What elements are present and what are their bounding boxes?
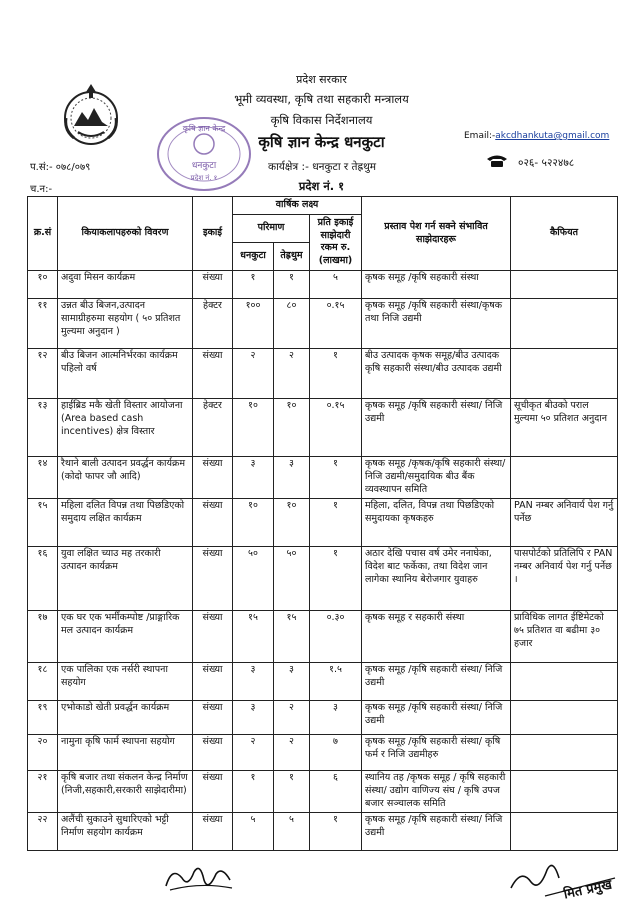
header-directorate: कृषि विकास निर्देशनालय (270, 113, 373, 127)
office-title: कृषि ज्ञान केन्द्र धनकुटा (258, 133, 385, 151)
cell-dhankuta: ३ (233, 457, 274, 499)
cell-dhankuta: १० (233, 399, 274, 457)
fiscal-year-ref: प.सं:- ०७८/०७९ (30, 162, 91, 173)
cell-dhankuta: ५० (233, 547, 274, 611)
cell-dhankuta: १ (233, 771, 274, 813)
cell-remarks: प्राविधिक लागत ईष्टिमेटको ७५ प्रतिशत वा बढीमा ३० हजार (511, 611, 618, 663)
cell-proposers: अठार देखि पचास वर्ष उमेर ननाघेका, विदेश बाट फर्केका, तथा विदेश जान लागेका स्थानिय बेरोजगार युवाहरु (362, 547, 511, 611)
table-row (28, 813, 618, 851)
cell-amount: ०.१५ (310, 399, 362, 457)
table-row (28, 399, 618, 457)
cell-dhankuta: २ (233, 349, 274, 399)
cell-terhathum: ३ (274, 457, 310, 499)
cell-terhathum: १५ (274, 611, 310, 663)
cell-sn: १४ (28, 457, 58, 499)
table-row (28, 271, 618, 299)
cell-amount: ६ (310, 771, 362, 813)
cell-dhankuta: ३ (233, 701, 274, 735)
cell-terhathum: १० (274, 399, 310, 457)
cell-sn: २२ (28, 813, 58, 851)
cell-unit: संख्या (193, 771, 233, 813)
cell-unit: संख्या (193, 813, 233, 851)
cell-sn: १५ (28, 499, 58, 547)
cell-amount: १ (310, 457, 362, 499)
cell-amount: १ (310, 813, 362, 851)
cell-activity: कृषि बजार तथा संकलन केन्द्र निर्माण (निजी,सहकारी,सरकारी साझेदारीमा) (58, 771, 193, 813)
email-label: Email:- (464, 131, 496, 141)
table-row (28, 611, 618, 663)
cell-sn: १० (28, 271, 58, 299)
phone-number: ०२६- ५२२४७८ (518, 156, 575, 169)
table-row (28, 499, 618, 547)
cell-activity: अलैंची सुकाउने सुधारिएको भट्टी निर्माण सहयोग कार्यक्रम (58, 813, 193, 851)
cell-unit: संख्या (193, 663, 233, 701)
phone-contact (486, 154, 574, 171)
cell-proposers: कृषक समूह /कृषि सहकारी संस्था/ निजि उद्यमी (362, 399, 511, 457)
cell-terhathum: ५ (274, 813, 310, 851)
cell-unit: संख्या (193, 457, 233, 499)
cell-terhathum: ८० (274, 299, 310, 349)
cell-activity: उन्नत बीउ बिजन,उत्पादन सामाग्रीहरुमा सहयोग ( ५० प्रतिशत मुल्यमा अनुदान ) (58, 299, 193, 349)
cell-remarks (511, 271, 618, 299)
table-row (28, 547, 618, 611)
cell-activity: एक पालिका एक नर्सरी स्थापना सहयोग (58, 663, 193, 701)
table-row (28, 299, 618, 349)
cell-sn: १२ (28, 349, 58, 399)
header-unit: इकाई (193, 197, 233, 271)
cell-terhathum: १ (274, 771, 310, 813)
table-row (28, 349, 618, 399)
cell-proposers: कृषक समूह र सहकारी संस्था (362, 611, 511, 663)
cell-proposers: कृषक समूह /कृषि सहकारी संस्था (362, 271, 511, 299)
province-label: प्रदेश नं. १ (298, 179, 345, 193)
cell-proposers: कृषक समूह /कृषि सहकारी संस्था/कृषक तथा निजि उद्यमी (362, 299, 511, 349)
email-link[interactable]: akcdhankuta@gmail.com (495, 131, 610, 141)
cell-remarks (511, 299, 618, 349)
table-row (28, 735, 618, 771)
cell-terhathum: २ (274, 349, 310, 399)
cell-remarks (511, 735, 618, 771)
cell-proposers: कृषक समूह /कृषि सहकारी संस्था/ निजि उद्यमी (362, 663, 511, 701)
cell-activity: युवा लक्षित च्याउ मह तरकारी उत्पादन कार्यक्रम (58, 547, 193, 611)
cell-dhankuta: १० (233, 499, 274, 547)
cell-terhathum: २ (274, 701, 310, 735)
cell-unit: संख्या (193, 499, 233, 547)
cell-sn: १८ (28, 663, 58, 701)
cell-remarks: सूचीकृत बीउको पराल मुल्यमा ५० प्रतिशत अनुदान (511, 399, 618, 457)
telephone-icon (486, 154, 508, 171)
dispatch-number: च.न:- (30, 184, 53, 195)
cell-activity: बीउ बिजन आत्मनिर्भरका कार्यक्रम पहिलो वर्ष (58, 349, 193, 399)
cell-unit: हेक्टर (193, 299, 233, 349)
svg-text:कृषि ज्ञान केन्द्र: कृषि ज्ञान केन्द्र (182, 124, 226, 133)
cell-sn: ११ (28, 299, 58, 349)
header-sn: क्र.सं (28, 197, 58, 271)
work-area: कार्यक्षेत्र :- धनकुटा र तेह्रथुम (268, 161, 377, 173)
cell-unit: संख्या (193, 611, 233, 663)
cell-terhathum: ३ (274, 663, 310, 701)
header-terhathum: तेह्रथुम (274, 242, 310, 270)
cell-remarks (511, 771, 618, 813)
cell-dhankuta: ५ (233, 813, 274, 851)
cell-terhathum: १ (274, 271, 310, 299)
table-row (28, 771, 618, 813)
cell-proposers: स्थानिय तह /कृषक समूह / कृषि सहकारी संस्था/ उद्योग वाणिज्य संघ / कृषि उपज बजार सञ्चालक समिति (362, 771, 511, 813)
cell-unit: हेक्टर (193, 399, 233, 457)
cell-amount: १ (310, 349, 362, 399)
signature-right (505, 848, 625, 912)
header-activity: कियाकलापहरुको विवरण (58, 197, 193, 271)
cell-proposers: कृषक समूह /कृषि सहकारी संस्था/ निजि उद्यमी (362, 813, 511, 851)
cell-activity: एक घर एक भर्मीकम्पोष्ट /प्राङ्गारिक मल उत्पादन कार्यक्रम (58, 611, 193, 663)
table-row (28, 663, 618, 701)
cell-remarks (511, 457, 618, 499)
cell-dhankuta: १ (233, 271, 274, 299)
cell-activity: अदुवा मिसन कार्यक्रम (58, 271, 193, 299)
cell-amount: ७ (310, 735, 362, 771)
cell-sn: २१ (28, 771, 58, 813)
cell-sn: १७ (28, 611, 58, 663)
cell-remarks (511, 349, 618, 399)
cell-activity: एभोकाडो खेती प्रवर्द्धन कार्यक्रम (58, 701, 193, 735)
table-body (28, 271, 618, 851)
header-per-unit-amount: प्रति इकाई साझेदारी रकम रु. (लाखमा) (310, 214, 362, 270)
cell-activity: नामुना कृषि फार्म स्थापना सहयोग (58, 735, 193, 771)
cell-sn: १३ (28, 399, 58, 457)
cell-remarks: PAN नम्बर अनिवार्य पेश गर्नु पर्नेछ (511, 499, 618, 547)
cell-terhathum: २ (274, 735, 310, 771)
signature-left (160, 858, 240, 902)
cell-proposers: बीउ उत्पादक कृषक समूह/बीउ उत्पादक कृषि सहकारी संस्था/बीउ उत्पादक उद्यमी (362, 349, 511, 399)
cell-dhankuta: १०० (233, 299, 274, 349)
cell-proposers: कृषक समूह /कृषि सहकारी संस्था/ निजि उद्यमी (362, 701, 511, 735)
cell-unit: संख्या (193, 701, 233, 735)
header-proposers: प्रस्ताव पेश गर्न सक्ने संभावित साझेदारहरू (362, 197, 511, 271)
cell-sn: २० (28, 735, 58, 771)
cell-amount: ५ (310, 271, 362, 299)
cell-proposers: कृषक समूह /कृषक/कृषि सहकारी संस्था/ निजि उद्यमी/समुदायिक बीउ बैंक व्यवस्थापन समिति (362, 457, 511, 499)
cell-remarks: पासपोर्टको प्रतिलिपि र PAN नम्बर अनिवार्य पेश गर्नु पर्नेछ । (511, 547, 618, 611)
header-government: प्रदेश सरकार (296, 73, 347, 86)
cell-unit: संख्या (193, 735, 233, 771)
cell-amount: १ (310, 547, 362, 611)
cell-activity: हाईब्रिड मकै खेती विस्तार आयोजना (Area based cash incentives) क्षेत्र विस्तार (58, 399, 193, 457)
cell-amount: १ (310, 499, 362, 547)
cell-dhankuta: १५ (233, 611, 274, 663)
cell-unit: संख्या (193, 349, 233, 399)
svg-text:प्रदेश नं. १: प्रदेश नं. १ (190, 174, 218, 182)
cell-activity: रैथाने बाली उत्पादन प्रवर्द्धन कार्यक्रम (कोदो फापर जौ आदि) (58, 457, 193, 499)
cell-proposers: कृषक समूह /कृषि सहकारी संस्था/ कृषि फर्म र निजि उद्यमीहरु (362, 735, 511, 771)
cell-activity: महिला दलित विपन्न तथा पिछडिएको समुदाय लक्षित कार्यक्रम (58, 499, 193, 547)
activity-table (27, 196, 618, 851)
cell-amount: ०.३० (310, 611, 362, 663)
signature-caption: मित प्रमुख (562, 877, 614, 903)
cell-sn: १९ (28, 701, 58, 735)
cell-amount: ३ (310, 701, 362, 735)
cell-unit: संख्या (193, 271, 233, 299)
table-row (28, 701, 618, 735)
header-dhankuta: धनकुटा (233, 242, 274, 270)
cell-amount: ०.१५ (310, 299, 362, 349)
cell-dhankuta: ३ (233, 663, 274, 701)
header-remarks: कैफियत (511, 197, 618, 271)
cell-dhankuta: २ (233, 735, 274, 771)
table-row (28, 457, 618, 499)
header-ministry: भूमी व्यवस्था, कृषि तथा सहकारी मन्त्रालय (234, 92, 409, 106)
header-annual-target: वार्षिक लक्ष्य (233, 197, 362, 215)
cell-remarks (511, 663, 618, 701)
email-contact (464, 131, 609, 141)
cell-sn: १६ (28, 547, 58, 611)
svg-text:धनकुटा: धनकुटा (191, 161, 217, 171)
cell-terhathum: ५० (274, 547, 310, 611)
cell-terhathum: १० (274, 499, 310, 547)
cell-unit: संख्या (193, 547, 233, 611)
cell-remarks (511, 701, 618, 735)
cell-amount: १.५ (310, 663, 362, 701)
cell-proposers: महिला, दलित, विपन्न तथा पिछडिएको समुदायका कृषकहरु (362, 499, 511, 547)
cell-remarks (511, 813, 618, 851)
header-quantity: परिमाण (233, 214, 310, 242)
